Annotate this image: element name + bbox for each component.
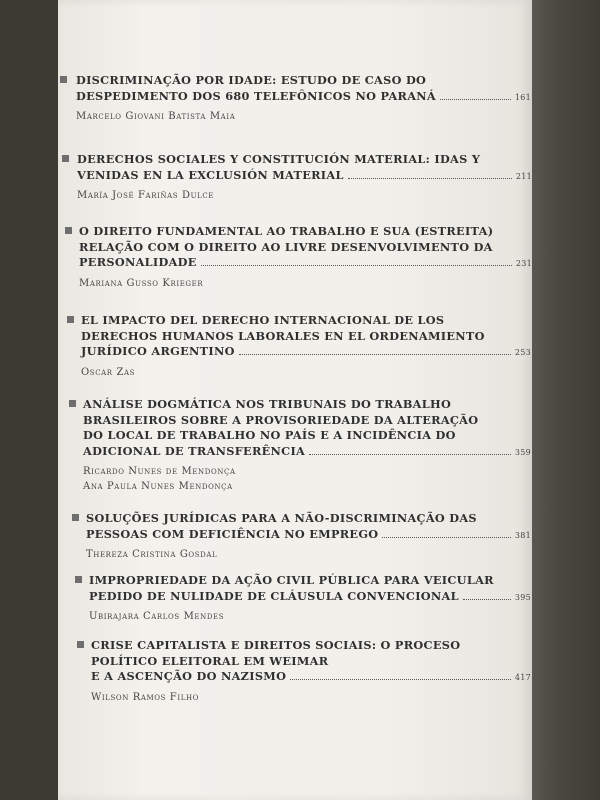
title-line-last	[79, 255, 532, 272]
dot-leader	[382, 537, 510, 538]
entry-title	[77, 152, 532, 184]
title-line: DERECHOS SOCIALES Y CONSTITUCIÓN MATERIAL: IDAS Y	[77, 152, 481, 166]
toc-entry	[91, 638, 531, 703]
title-line: BRASILEIROS SOBRE A PROVISORIEDADE DA ALTERAÇÃO	[83, 412, 479, 427]
toc-entry	[89, 573, 531, 622]
toc-entry	[79, 224, 532, 289]
toc-entry	[81, 313, 531, 378]
author-name: Thereza Cristina Gosdal	[86, 549, 218, 560]
author-name: Ricardo Nunes de Mendonça	[83, 466, 236, 477]
title-line-last	[83, 444, 531, 461]
bullet-square-icon	[67, 316, 74, 323]
author-name: María José Fariñas Dulce	[77, 190, 215, 201]
toc-entry	[76, 73, 531, 122]
dot-leader	[348, 178, 512, 179]
title-line: DESPEDIMENTO DOS 680 TELEFÔNICOS NO PARANÁ	[76, 88, 436, 103]
bullet-square-icon	[60, 76, 67, 83]
page-number: 231	[515, 259, 532, 268]
dot-leader	[239, 354, 511, 355]
page-number: 253	[514, 348, 531, 357]
background-edge	[532, 0, 600, 800]
title-line: ANÁLISE DOGMÁTICA NOS TRIBUNAIS DO TRABALHO	[83, 397, 452, 411]
entry-title	[91, 638, 531, 686]
title-line: PESSOAS COM DEFICIÊNCIA NO EMPREGO	[86, 526, 379, 541]
bullet-square-icon	[69, 400, 76, 407]
dot-leader	[290, 679, 511, 680]
author-name: Marcelo Giovani Batista Maia	[76, 111, 236, 122]
page-number: 161	[514, 92, 531, 102]
page-number: 211	[515, 171, 532, 181]
page-number: 381	[514, 530, 531, 540]
bullet-square-icon	[75, 576, 82, 583]
title-line: DERECHOS HUMANOS LABORALES EN EL ORDENAMIENTO	[81, 328, 485, 343]
title-line: CRISE CAPITALISTA E DIREITOS SOCIAIS: O PROCESO	[91, 638, 461, 652]
author-name: Mariana Gusso Krieger	[79, 277, 204, 289]
toc-entry	[86, 511, 531, 560]
dot-leader	[309, 454, 511, 455]
entry-title	[81, 313, 531, 361]
toc-entry	[77, 152, 532, 201]
entry-title	[86, 511, 531, 543]
page-number: 417	[514, 673, 531, 682]
title-line: DISCRIMINAÇÃO POR IDADE: ESTUDO DE CASO DO	[76, 73, 427, 87]
title-line: RELAÇÃO COM O DIREITO AO LIVRE DESENVOLVIMENTO DA	[79, 239, 493, 254]
dot-leader	[440, 99, 511, 100]
title-line: EL IMPACTO DEL DERECHO INTERNACIONAL DE LOS	[81, 313, 445, 327]
toc-entry	[83, 397, 531, 492]
bullet-square-icon	[65, 227, 72, 234]
title-line: POLÍTICO ELEITORAL EM WEIMAR	[91, 653, 329, 668]
author-name: Ubirajara Carlos Mendes	[89, 611, 225, 622]
bullet-square-icon	[72, 514, 79, 521]
author-name: Ana Paula Nunes Mendonça	[83, 481, 233, 492]
title-line: ADICIONAL DE TRANSFERÊNCIA	[83, 443, 306, 458]
bullet-square-icon	[77, 641, 84, 648]
entry-title	[79, 224, 532, 272]
page-number: 395	[514, 592, 531, 602]
title-line: E A ASCENÇÃO DO NAZISMO	[91, 669, 287, 683]
title-line-last	[81, 344, 531, 361]
page-number: 359	[514, 447, 531, 457]
title-line-last	[76, 89, 531, 106]
author-name: Wilson Ramos Filho	[91, 691, 199, 703]
book-page	[58, 0, 532, 800]
title-line: SOLUÇÕES JURÍDICAS PARA A NÃO-DISCRIMINAÇÃO DAS	[86, 511, 477, 525]
title-line: PEDIDO DE NULIDADE DE CLÁUSULA CONVENCIONAL	[89, 588, 459, 603]
entry-title	[76, 73, 531, 105]
dot-leader	[463, 599, 511, 600]
dot-leader	[201, 265, 512, 266]
entry-title	[83, 397, 531, 460]
title-line: PERSONALIDADE	[79, 255, 197, 269]
title-line: IMPROPRIEDADE DA AÇÃO CIVIL PÚBLICA PARA VEICULAR	[89, 573, 494, 587]
bullet-square-icon	[62, 155, 69, 162]
title-line: VENIDAS EN LA EXCLUSIÓN MATERIAL	[77, 167, 344, 182]
title-line: DO LOCAL DE TRABALHO NO PAÍS E A INCIDÊNCIA DO	[83, 428, 456, 442]
title-line-last	[91, 669, 531, 686]
title-line-last	[89, 589, 531, 606]
title-line: JURÍDICO ARGENTINO	[81, 344, 235, 358]
title-line: O DIREITO FUNDAMENTAL AO TRABALHO E SUA (ESTREITA)	[79, 224, 494, 238]
entry-title	[89, 573, 531, 605]
author-name: Oscar Zas	[81, 366, 136, 378]
title-line-last	[77, 168, 532, 185]
title-line-last	[86, 527, 531, 544]
